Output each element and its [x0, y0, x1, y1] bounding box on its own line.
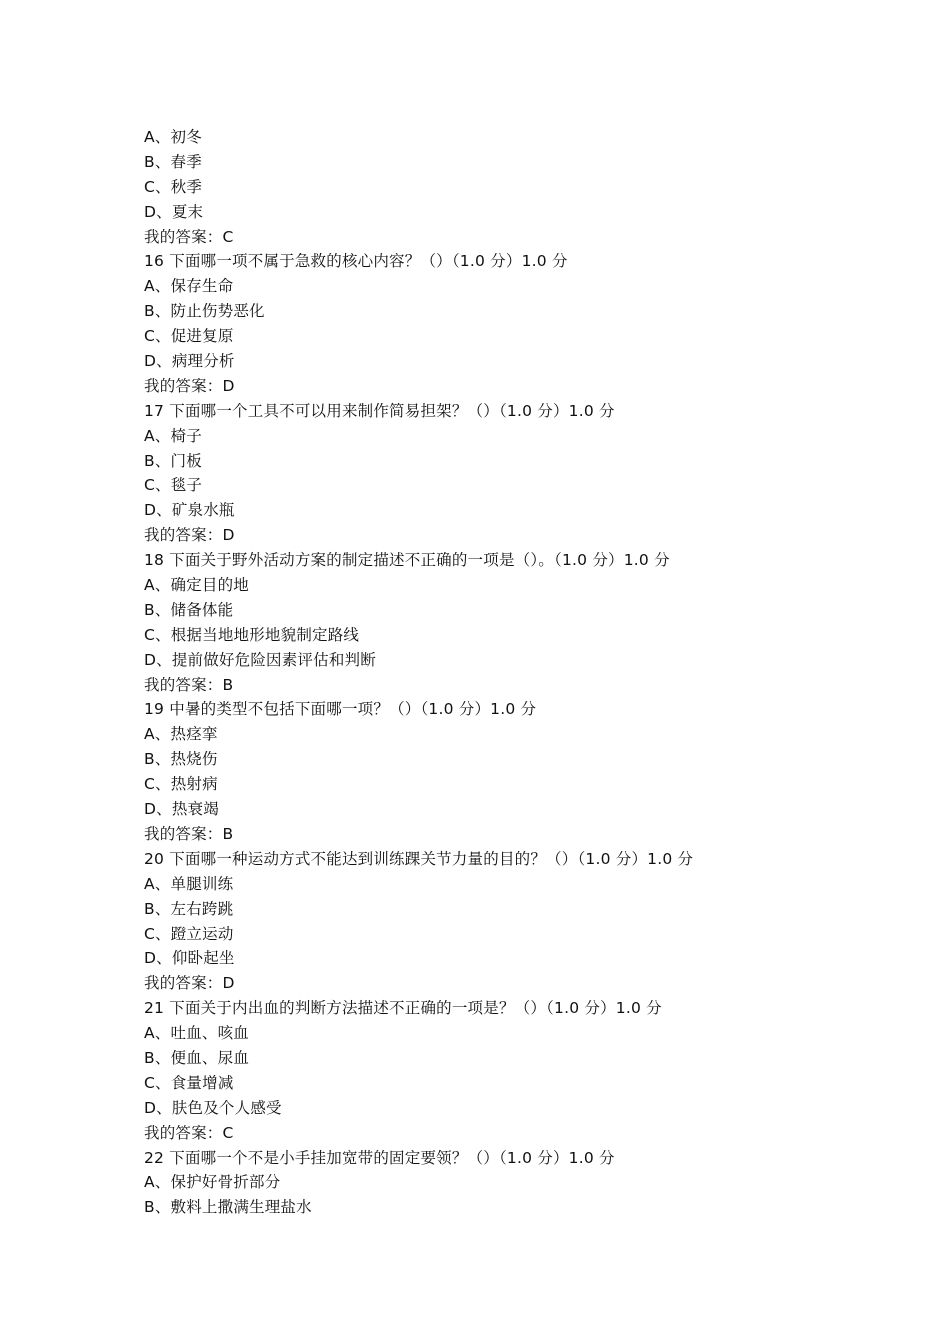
- answer-line: 我的答案：D: [144, 376, 235, 395]
- option-b-line: B、春季: [144, 152, 202, 171]
- option-a-line: A、保存生命: [144, 277, 234, 296]
- answer-line: 我的答案：D: [144, 526, 235, 545]
- option-d-line: D、肤色及个人感受: [144, 1098, 282, 1117]
- question-22: 22 下面哪一个不是小手挂加宽带的固定要领？（）（1.0 分）1.0 分: [144, 1148, 615, 1167]
- option-b-line: B、门板: [144, 451, 202, 470]
- question-21: 21 下面关于内出血的判断方法描述不正确的一项是？（）（1.0 分）1.0 分: [144, 999, 662, 1018]
- option-b-line: B、储备体能: [144, 600, 234, 619]
- option-a-line: A、确定目的地: [144, 576, 250, 595]
- answer-line: 我的答案：C: [144, 227, 234, 246]
- option-c-line: C、热射病: [144, 775, 218, 794]
- option-c-line: C、根据当地地形地貌制定路线: [144, 625, 360, 644]
- option-b-line: B、热烧伤: [144, 750, 218, 769]
- option-c-line: C、食量增减: [144, 1073, 234, 1092]
- question-17: 17 下面哪一个工具不可以用来制作简易担架？（）（1.0 分）1.0 分: [144, 401, 615, 420]
- option-b-line: B、左右跨跳: [144, 899, 234, 918]
- answer-line: 我的答案：D: [144, 974, 235, 993]
- option-b-line: B、便血、尿血: [144, 1048, 250, 1067]
- option-d-line: D、夏末: [144, 202, 204, 221]
- option-a-line: A、初冬: [144, 128, 202, 146]
- option-b-line: B、敷料上撒满生理盐水: [144, 1198, 312, 1217]
- option-b-line: B、防止伤势恶化: [144, 302, 265, 321]
- question-20: 20 下面哪一种运动方式不能达到训练踝关节力量的目的？（）（1.0 分）1.0 分: [144, 849, 694, 868]
- option-d-line: D、提前做好危险因素评估和判断: [144, 650, 376, 669]
- option-d-line: D、矿泉水瓶: [144, 501, 235, 520]
- option-c-line: C、毯子: [144, 476, 203, 495]
- option-c-line: C、蹬立运动: [144, 924, 234, 943]
- option-d-line: D、仰卧起坐: [144, 949, 235, 968]
- question-18: 18 下面关于野外活动方案的制定描述不正确的一项是（）。（1.0 分）1.0 分: [144, 551, 670, 570]
- option-d-line: D、病理分析: [144, 352, 235, 371]
- question-16: 16 下面哪一项不属于急救的核心内容？（）（1.0 分）1.0 分: [144, 252, 568, 271]
- option-a-line: A、热痉挛: [144, 725, 218, 744]
- option-a-line: A、保护好骨折部分: [144, 1173, 281, 1192]
- option-a-line: A、单腿训练: [144, 874, 234, 893]
- question-19: 19 中暑的类型不包括下面哪一项？（）（1.0 分）1.0 分: [144, 700, 537, 719]
- document-page: [144, 125, 904, 1220]
- option-c-line: C、秋季: [144, 177, 203, 196]
- option-d-line: D、热衰竭: [144, 800, 219, 819]
- option-a-line: A、椅子: [144, 426, 202, 445]
- option-a-line: A、吐血、咳血: [144, 1024, 250, 1043]
- answer-line: 我的答案：B: [144, 675, 234, 694]
- option-c-line: C、促进复原: [144, 327, 234, 346]
- answer-line: 我的答案：B: [144, 824, 234, 843]
- answer-line: 我的答案：C: [144, 1123, 234, 1142]
